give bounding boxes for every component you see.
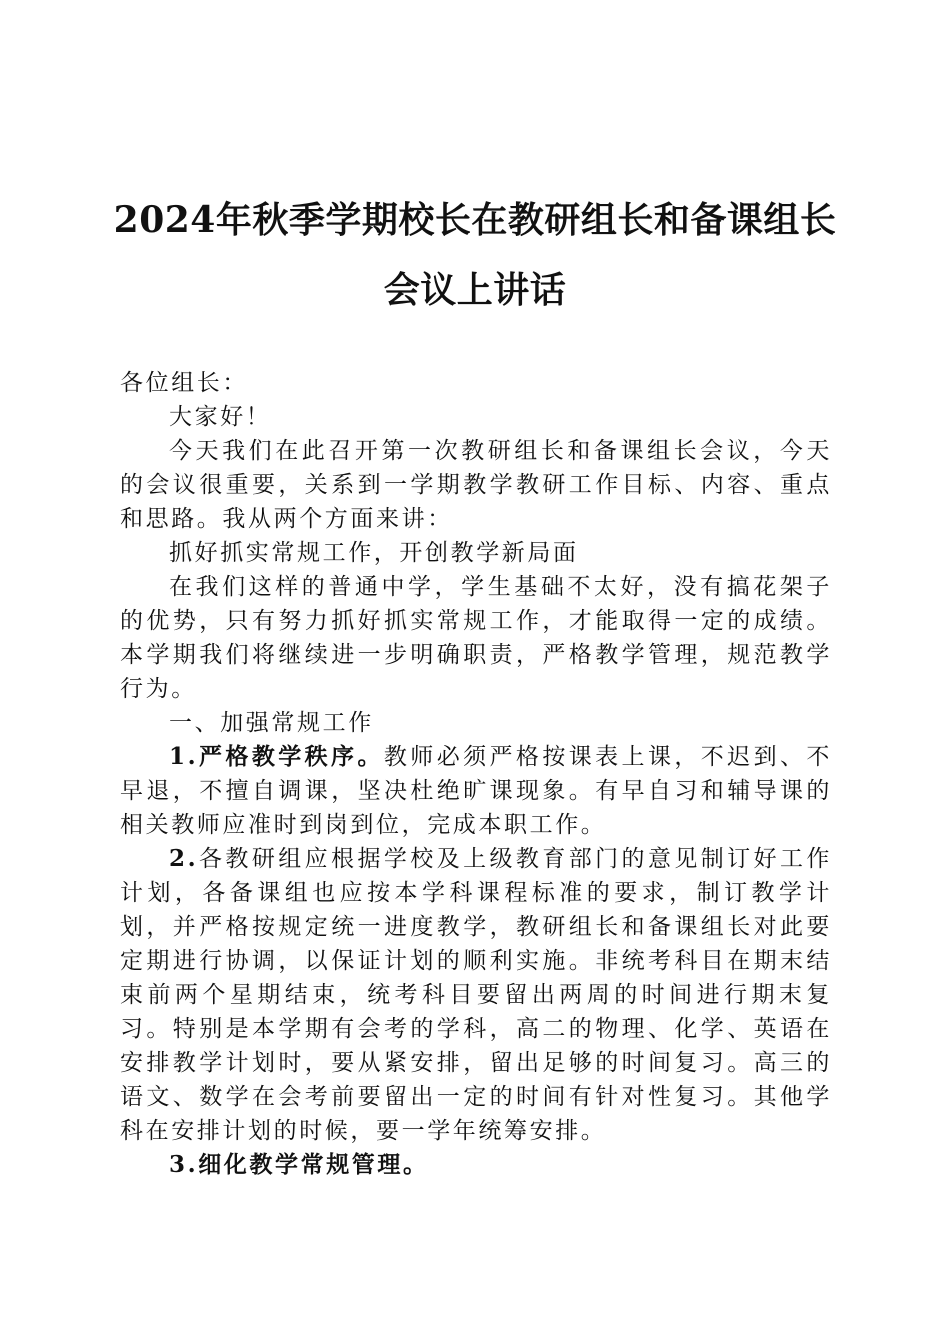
item-1-text: 教师必须严格按课表上课，不迟到、不早退，不擅自调课，坚决杜绝旷课现象。有早自习和辅导课的相关教师应准时到岗到位，完成本职工作。: [120, 744, 832, 838]
item-1-paragraph: [120, 740, 832, 842]
greeting: 大家好！: [169, 404, 272, 430]
item-2-text: 各教研组应根据学校及上级教育部门的意见制订好工作计划，各备课组也应按本学科课程标准的要求，制订教学计划，并严格按规定统一进度教学，教研组长和备课组长对此要定期进行协调，以保证计划的顺利实施。非统考科目在期末结束前两个星期结束，统考科目要留出两周的时间进行期末复习。特别是本学期有会考的学科，高二的物理、化学、英语在安排教学计划时，要从紧安排，留出足够的时间复习。高三的语文、数学在会考前要留出一定的时间有针对性复习。其他学科在安排计划的时候，要一学年统筹安排。: [120, 846, 832, 1144]
item-2-lead: 2.: [169, 845, 199, 872]
document-body: [120, 366, 832, 1182]
item-3-paragraph: [120, 1148, 832, 1182]
document-title-line-1: 2024年秋季学期校长在教研组长和备课组长: [113, 199, 837, 241]
item-1-lead: 1.严格教学秩序。: [169, 743, 384, 770]
sub-heading: 一、加强常规工作: [169, 710, 374, 736]
intro-paragraph: 今天我们在此召开第一次教研组长和备课组长会议，今天的会议很重要，关系到一学期教学教研工作目标、内容、重点和思路。我从两个方面来讲：: [120, 438, 832, 532]
document-title-line-2: 会议上讲话: [383, 269, 567, 311]
item-3-lead: 3.细化教学常规管理。: [169, 1151, 429, 1178]
section-paragraph: 在我们这样的普通中学，学生基础不太好，没有搞花架子的优势，只有努力抓好抓实常规工作，才能取得一定的成绩。本学期我们将继续进一步明确职责，严格教学管理，规范教学行为。: [120, 574, 832, 702]
section-heading: 抓好抓实常规工作，开创教学新局面: [169, 540, 579, 566]
salutation: 各位组长：: [120, 370, 248, 396]
item-2-paragraph: [120, 842, 832, 1148]
